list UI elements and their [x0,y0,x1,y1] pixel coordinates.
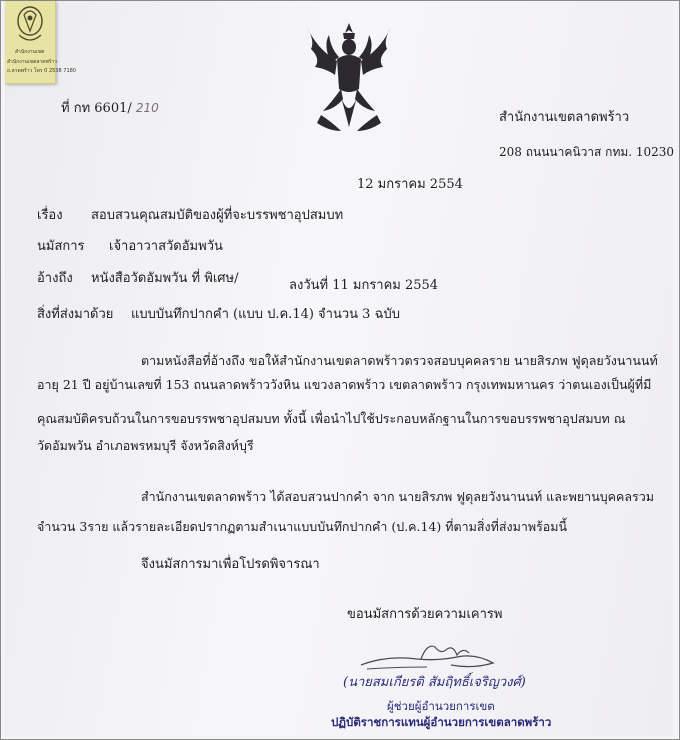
ref-prefix: ที่ กท 6601/ [61,101,132,116]
body-p1-line1: ตามหนังสือที่อ้างถึง ขอให้สำนักงานเขตลาดพร้าวตรวจสอบบุคคลราย นายสิรภพ ฟูดุลยวังนานนท์ [141,353,658,368]
body-p1-line4: วัดอัมพวัน อำเภอพรหมบุรี จังหวัดสิงห์บุรี [37,438,254,453]
body-p2-line2: จำนวน 3ราย แล้วรายละเอียดปรากฏตามสำเนาแบบบันทึกปากคำ (ป.ค.14) ที่ตามสิ่งที่ส่งมาพร้อมนี้ [37,519,568,534]
signer-title-1: ผู้ช่วยผู้อำนวยการเขต [387,699,495,713]
garuda-emblem-icon [301,19,397,137]
body-p1-line3: คุณสมบัติครบถ้วนในการขอบรรพชาอุปสมบท ทั้งนี้ เพื่อนำไปใช้ประกอบหลักฐานในการขอบรรพชาอุปสมบท ณ [37,411,626,426]
body-p3-line1: จึงนมัสการมาเพื่อโปรดพิจารณา [141,557,320,572]
salutation-label: นมัสการ [37,239,85,254]
reference-date: ลงวันที่ 11 มกราคม 2554 [289,278,439,293]
enclosure-label: สิ่งที่ส่งมาด้วย [37,307,114,322]
handwritten-signature-icon [357,641,497,675]
signer-title-2: ปฏิบัติราชการแทนผู้อำนวยการเขตลาดพร้าว [331,715,552,729]
salutation-text: เจ้าอาวาสวัดอัมพวัน [109,239,223,254]
body-p2-line1: สำนักงานเขตลาดพร้าว ได้สอบสวนปากคำ จาก นายสิรภพ ฟูดุลยวังนานนท์ และพยานบุคคลรวม [141,489,655,504]
sticker-line-1: สำนักงานเขต [15,49,45,55]
district-logo-icon [11,5,49,45]
enclosure-text: แบบบันทึกปากคำ (แบบ ป.ค.14) จำนวน 3 ฉบับ [131,307,400,322]
subject-label: เรื่อง [37,208,63,223]
reference-text: หนังสือวัดอัมพวัน ที่ พิเศษ/ [91,271,239,286]
office-address: 208 ถนนนาคนิวาส กทม. 10230 [499,145,675,159]
sticker-line-3: ถ.ลาดพร้าว โทร 0 2538 7180 [7,68,76,74]
signer-name: (นายสมเกียรติ สัมฤิทธิ์เจริญวงศ์) [343,675,526,690]
reference-label: อ้างถึง [37,271,73,286]
office-name: สำนักงานเขตลาดพร้าว [499,110,630,125]
closing-text: ขอนมัสการด้วยความเคารพ [347,607,503,622]
reference-number [61,100,159,117]
subject-text: สอบสวนคุณสมบัติของผู้ที่จะบรรพชาอุปสมบท [91,208,344,223]
ref-number-handwritten: 210 [135,101,159,115]
sticker-line-2: สำนักงานเขตลาดพร้าว [7,59,58,65]
body-p1-line2: อายุ 21 ปี อยู่บ้านเลขที่ 153 ถนนลาดพร้าววังหิน แขวงลาดพร้าว เขตลาดพร้าว กรุงเทพมหานคร ว่าตนเองเป็นผู้ที่มี [37,377,652,392]
office-sticker [5,1,76,84]
letter-date: 12 มกราคม 2554 [357,177,463,192]
